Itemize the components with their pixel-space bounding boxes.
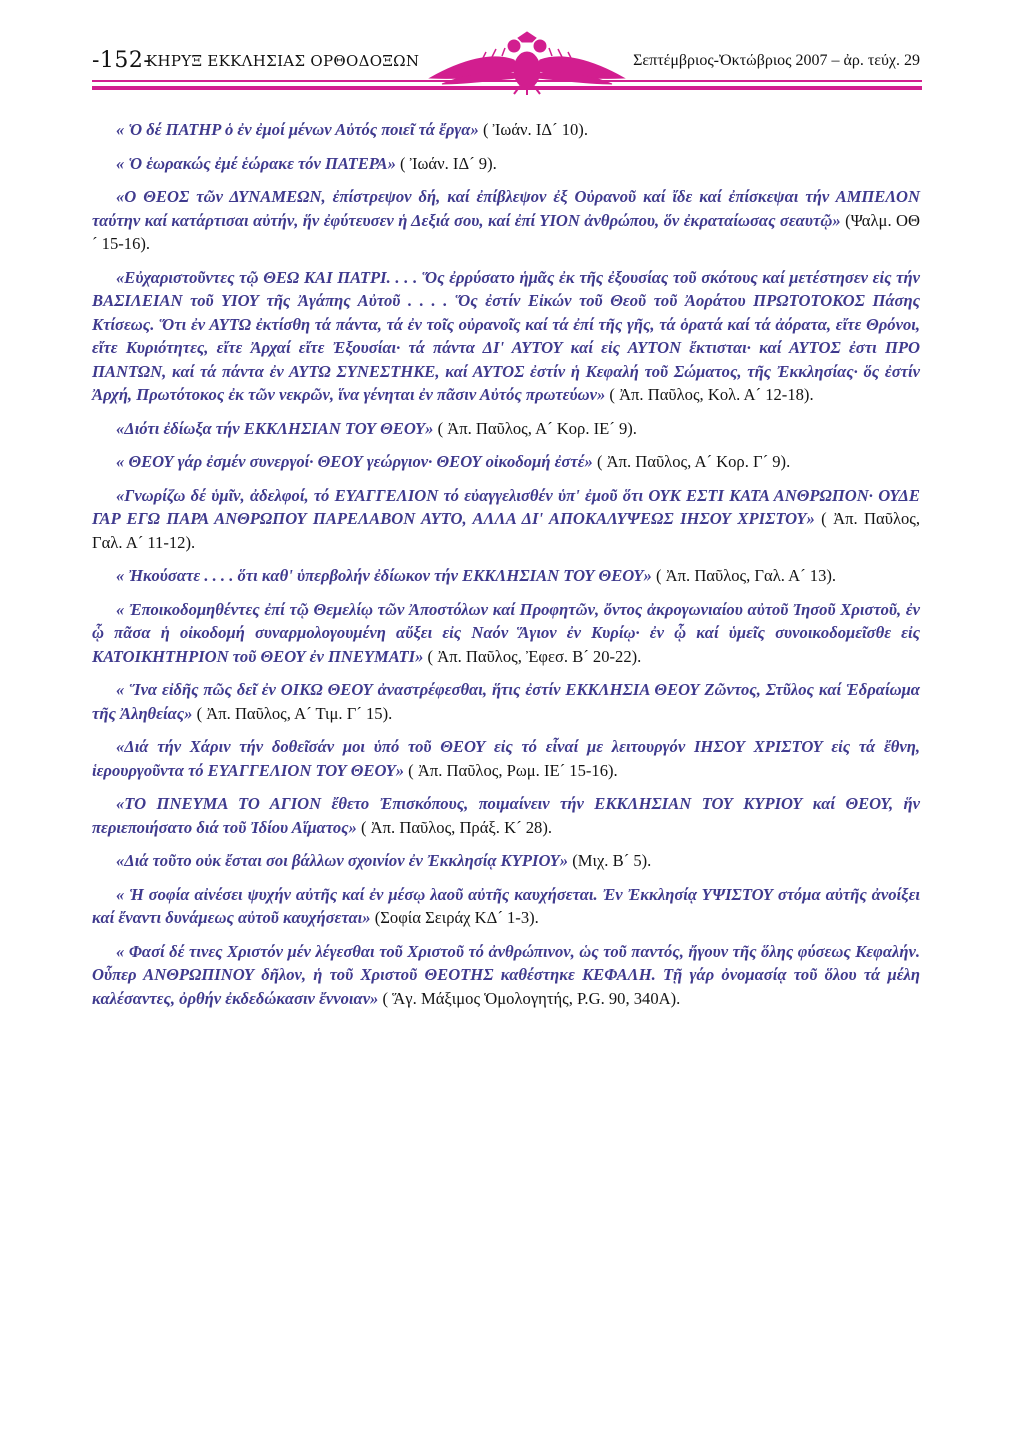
- passage-reference: ( Ἀπ. Παῦλος, Γαλ. Α´ 11-12).: [92, 509, 921, 552]
- passage-quote: «Διά τήν Χάριν τήν δοθεῖσάν μοι ὑπό τοῦ ΘΕΟΥ εἰς τό εἶναί με λειτουργόν ΙΗΣΟΥ ΧΡΙΣΤΟΥ εἰς τά ἔθνη, ἱερουργοῦντα τό ΕΥΑΓΓΕΛΙΟΝ ΤΟΥ ΘΕΟΥ»: [92, 737, 920, 780]
- passage-reference: ( Ἅγ. Μάξιμος Ὁμολογητής, P.G. 90, 340A).: [378, 988, 681, 1008]
- passage-reference: ( Ἀπ. Παῦλος, Πράξ. Κ´ 28).: [356, 817, 553, 837]
- page-header: [92, 30, 922, 96]
- passage-quote: «Ο ΘΕΟΣ τῶν ΔΥΝΑΜΕΩΝ, ἐπίστρεψον δή, καί ἐπίβλεψον ἐξ Οὐρανοῦ καί ἴδε καί ἐπίσκεψαι τήν ΑΜΠΕΛΟΝ ταύτην καί κατάρτισαι αὐτήν, ἥν ἐφύτευσεν ἡ Δεξιά σου, καί ἐπί ΥΙΟΝ ἀνθρώπου, ὅν ἐκραταίωσας σεαυτῷ»: [92, 187, 920, 230]
- passage: [92, 849, 920, 873]
- article-body: [92, 118, 920, 1020]
- issue-info: Σεπτέμβριος-Ὀκτώβριος 2007 – ἀρ. τεύχ. 29: [633, 52, 920, 69]
- passage: [92, 118, 920, 142]
- passage-reference: ( Ἰωάν. ΙΔ´ 9).: [395, 153, 497, 173]
- passage-reference: (Ψαλμ. ΟΘ´ 15-16).: [92, 210, 920, 253]
- header-rule-thin: [92, 80, 922, 82]
- passage-reference: ( Ἰωάν. ΙΔ´ 10).: [478, 120, 588, 139]
- passage-reference: (Σοφία Σειράχ ΚΔ´ 1-3).: [370, 908, 539, 927]
- passage: [92, 735, 920, 782]
- passage-quote: «Διότι ἐδίωξα τήν ΕΚΚΛΗΣΙΑΝ ΤΟΥ ΘΕΟΥ»: [116, 418, 434, 438]
- passage-reference: ( Ἀπ. Παῦλος, Α´ Τιμ. Γ´ 15).: [192, 703, 393, 723]
- passage: [92, 185, 920, 256]
- page-number: -152-: [92, 48, 152, 73]
- passage-reference: ( Ἀπ. Παῦλος, Ρωμ. ΙΕ´ 15-16).: [404, 760, 618, 780]
- passage-quote: « Ὁ δέ ΠΑΤΗΡ ὁ ἐν ἐμοί μένων Αὐτός ποιεῖ τά ἔργα»: [116, 120, 479, 139]
- passage: [92, 598, 920, 669]
- passage: [92, 678, 920, 725]
- journal-title: ΚΗΡΥΞ ΕΚΚΛΗΣΙΑΣ ΟΡΘΟΔΟΞΩΝ: [146, 52, 420, 70]
- passage-quote: « Φασί δέ τινες Χριστόν μέν λέγεσθαι τοῦ Χριστοῦ τό ἀνθρώπινον, ὡς τοῦ παντός, ἤγουν τῆς ὅλης φύσεως Κεφαλήν. Οὗπερ ΑΝΘΡΩΠΙΝΟΥ δῆλον, ἡ τοῦ Χριστοῦ ΘΕΟΤΗΣ καθέστηκε ΚΕΦΑΛΗ. Τῇ γάρ ὀνομασίᾳ τοῦ ὅλου τά μέλη καλέσαντες, ὀρθήν ἐκδεδώκασιν ἔννοιαν»: [92, 941, 920, 1008]
- passage-quote: « Ἠκούσατε . . . . ὅτι καθ' ὑπερβολήν ἐδίωκον τήν ΕΚΚΛΗΣΙΑΝ ΤΟΥ ΘΕΟΥ»: [116, 566, 652, 585]
- passage: [92, 940, 920, 1011]
- passage-reference: ( Ἀπ. Παῦλος, Κολ. Α´ 12-18).: [605, 385, 814, 404]
- passage: [92, 564, 920, 588]
- passage-quote: « Ἐποικοδομηθέντες ἐπί τῷ Θεμελίῳ τῶν Ἀποστόλων καί Προφητῶν, ὄντος ἀκρογωνιαίου αὐτοῦ Ἰησοῦ Χριστοῦ, ἐν ᾧ πᾶσα ἡ οἰκοδομή συναρμολογουμένη αὔξει εἰς Ναόν Ἅγιον ἐν Κυρίῳ· ἐν ᾧ καί ὑμεῖς συνοικοδομεῖσθε εἰς ΚΑΤΟΙΚΗΤΗΡΙΟΝ τοῦ ΘΕΟΥ ἐν ΠΝΕΥΜΑΤΙ»: [92, 599, 920, 666]
- passage-reference: ( Ἀπ. Παῦλος, Γαλ. Α´ 13).: [651, 566, 837, 585]
- passage-quote: « Ὁ ἑωρακώς ἐμέ ἑώρακε τόν ΠΑΤΕΡΑ»: [116, 153, 396, 173]
- passage-quote: «Εὐχαριστοῦντες τῷ ΘΕΩ ΚΑΙ ΠΑΤΡΙ. . . . Ὅς ἐρρύσατο ἡμᾶς ἐκ τῆς ἐξουσίας τοῦ σκότους καί μετέστησεν εἰς τήν ΒΑΣΙΛΕΙΑΝ τοῦ ΥΙΟΥ τῆς Ἀγάπης Αὐτοῦ . . . . Ὅς ἐστίν Εἰκών τοῦ Θεοῦ τοῦ Ἀοράτου ΠΡΩΤΟΤΟΚΟΣ Πάσης Κτίσεως. Ὅτι ἐν ΑΥΤΩ ἐκτίσθη τά πάντα, τά ἐν τοῖς οὐρανοῖς καί τά ἐπί τῆς γῆς, τά ὁρατά καί τά ἀόρατα, εἴτε Θρόνοι, εἴτε Κυριότητες, εἴτε Ἀρχαί εἴτε Ἐξουσίαι· τά πάντα ΔΙ' ΑΥΤΟΥ καί εἰς ΑΥΤΟΝ ἔκτισται· καί ΑΥΤΟΣ ἐστι ΠΡΟ ΠΑΝΤΩΝ, καί τά πάντα ἐν ΑΥΤΩ ΣΥΝΕΣΤΗΚΕ, καί ΑΥΤΟΣ ἐστίν ἡ Κεφαλή τοῦ Σώματος, τῆς Ἐκκλησίας· ὅς ἐστίν Ἀρχή, Πρωτότοκος ἐκ τῶν νεκρῶν, ἵνα γένηται ἐν πᾶσιν Αὐτός πρωτεύων»: [92, 267, 920, 404]
- passage-quote: « ΘΕΟΥ γάρ ἐσμέν συνεργοί· ΘΕΟΥ γεώργιον· ΘΕΟΥ οἰκοδομή ἐστέ»: [116, 452, 593, 471]
- passage: [92, 266, 920, 407]
- passage-reference: ( Ἀπ. Παῦλος, Α´ Κορ. ΙΕ´ 9).: [433, 418, 637, 438]
- passage-reference: (Μιχ. Β´ 5).: [568, 851, 652, 870]
- passage: [92, 417, 920, 441]
- passage: [92, 883, 920, 930]
- passage-quote: « Ἡ σοφία αἰνέσει ψυχήν αὐτῆς καί ἐν μέσῳ λαοῦ αὐτῆς καυχήσεται. Ἐν Ἐκκλησίᾳ ΥΨΙΣΤΟΥ στόμα αὐτῆς ἀνοίξει καί ἔναντι δυνάμεως αὐτοῦ καυχήσεται»: [92, 884, 920, 927]
- passage: [92, 152, 920, 176]
- header-rule-thick: [92, 86, 922, 90]
- passage: [92, 792, 920, 839]
- passage-reference: ( Ἀπ. Παῦλος, Α´ Κορ. Γ´ 9).: [592, 452, 791, 471]
- passage-quote: « Ἵνα εἰδῆς πῶς δεῖ ἐν ΟΙΚΩ ΘΕΟΥ ἀναστρέφεσθαι, ἥτις ἐστίν ΕΚΚΛΗΣΙΑ ΘΕΟΥ Ζῶντος, Στῦλος καί Ἑδραίωμα τῆς Ἀληθείας»: [92, 680, 920, 723]
- passage-quote: «Διά τοῦτο οὐκ ἔσται σοι βάλλων σχοινίον ἐν Ἐκκλησίᾳ ΚΥΡΙΟΥ»: [116, 851, 569, 870]
- passage: [92, 484, 920, 555]
- passage: [92, 450, 920, 474]
- passage-quote: «ΤΟ ΠΝΕΥΜΑ ΤΟ ΑΓΙΟΝ ἔθετο Ἐπισκόπους, ποιμαίνειν τήν ΕΚΚΛΗΣΙΑΝ ΤΟΥ ΚΥΡΙΟΥ καί ΘΕΟΥ, ἥν περιεποιήσατο διά τοῦ Ἰδίου Αἵματος»: [92, 794, 920, 837]
- passage-quote: «Γνωρίζω δέ ὑμῖν, ἀδελφοί, τό ΕΥΑΓΓΕΛΙΟΝ τό εὐαγγελισθέν ὑπ' ἐμοῦ ὅτι ΟΥΚ ΕΣΤΙ ΚΑΤΑ ΑΝΘΡΩΠΟΝ· ΟΥΔΕ ΓΑΡ ΕΓΩ ΠΑΡΑ ΑΝΘΡΩΠΟΥ ΠΑΡΕΛΑΒΟΝ ΑΥΤΟ, ΑΛΛΑ ΔΙ' ΑΠΟΚΑΛΥΨΕΩΣ ΙΗΣΟΥ ΧΡΙΣΤΟΥ»: [92, 485, 920, 528]
- passage-reference: ( Ἀπ. Παῦλος, Ἐφεσ. Β´ 20-22).: [423, 646, 642, 666]
